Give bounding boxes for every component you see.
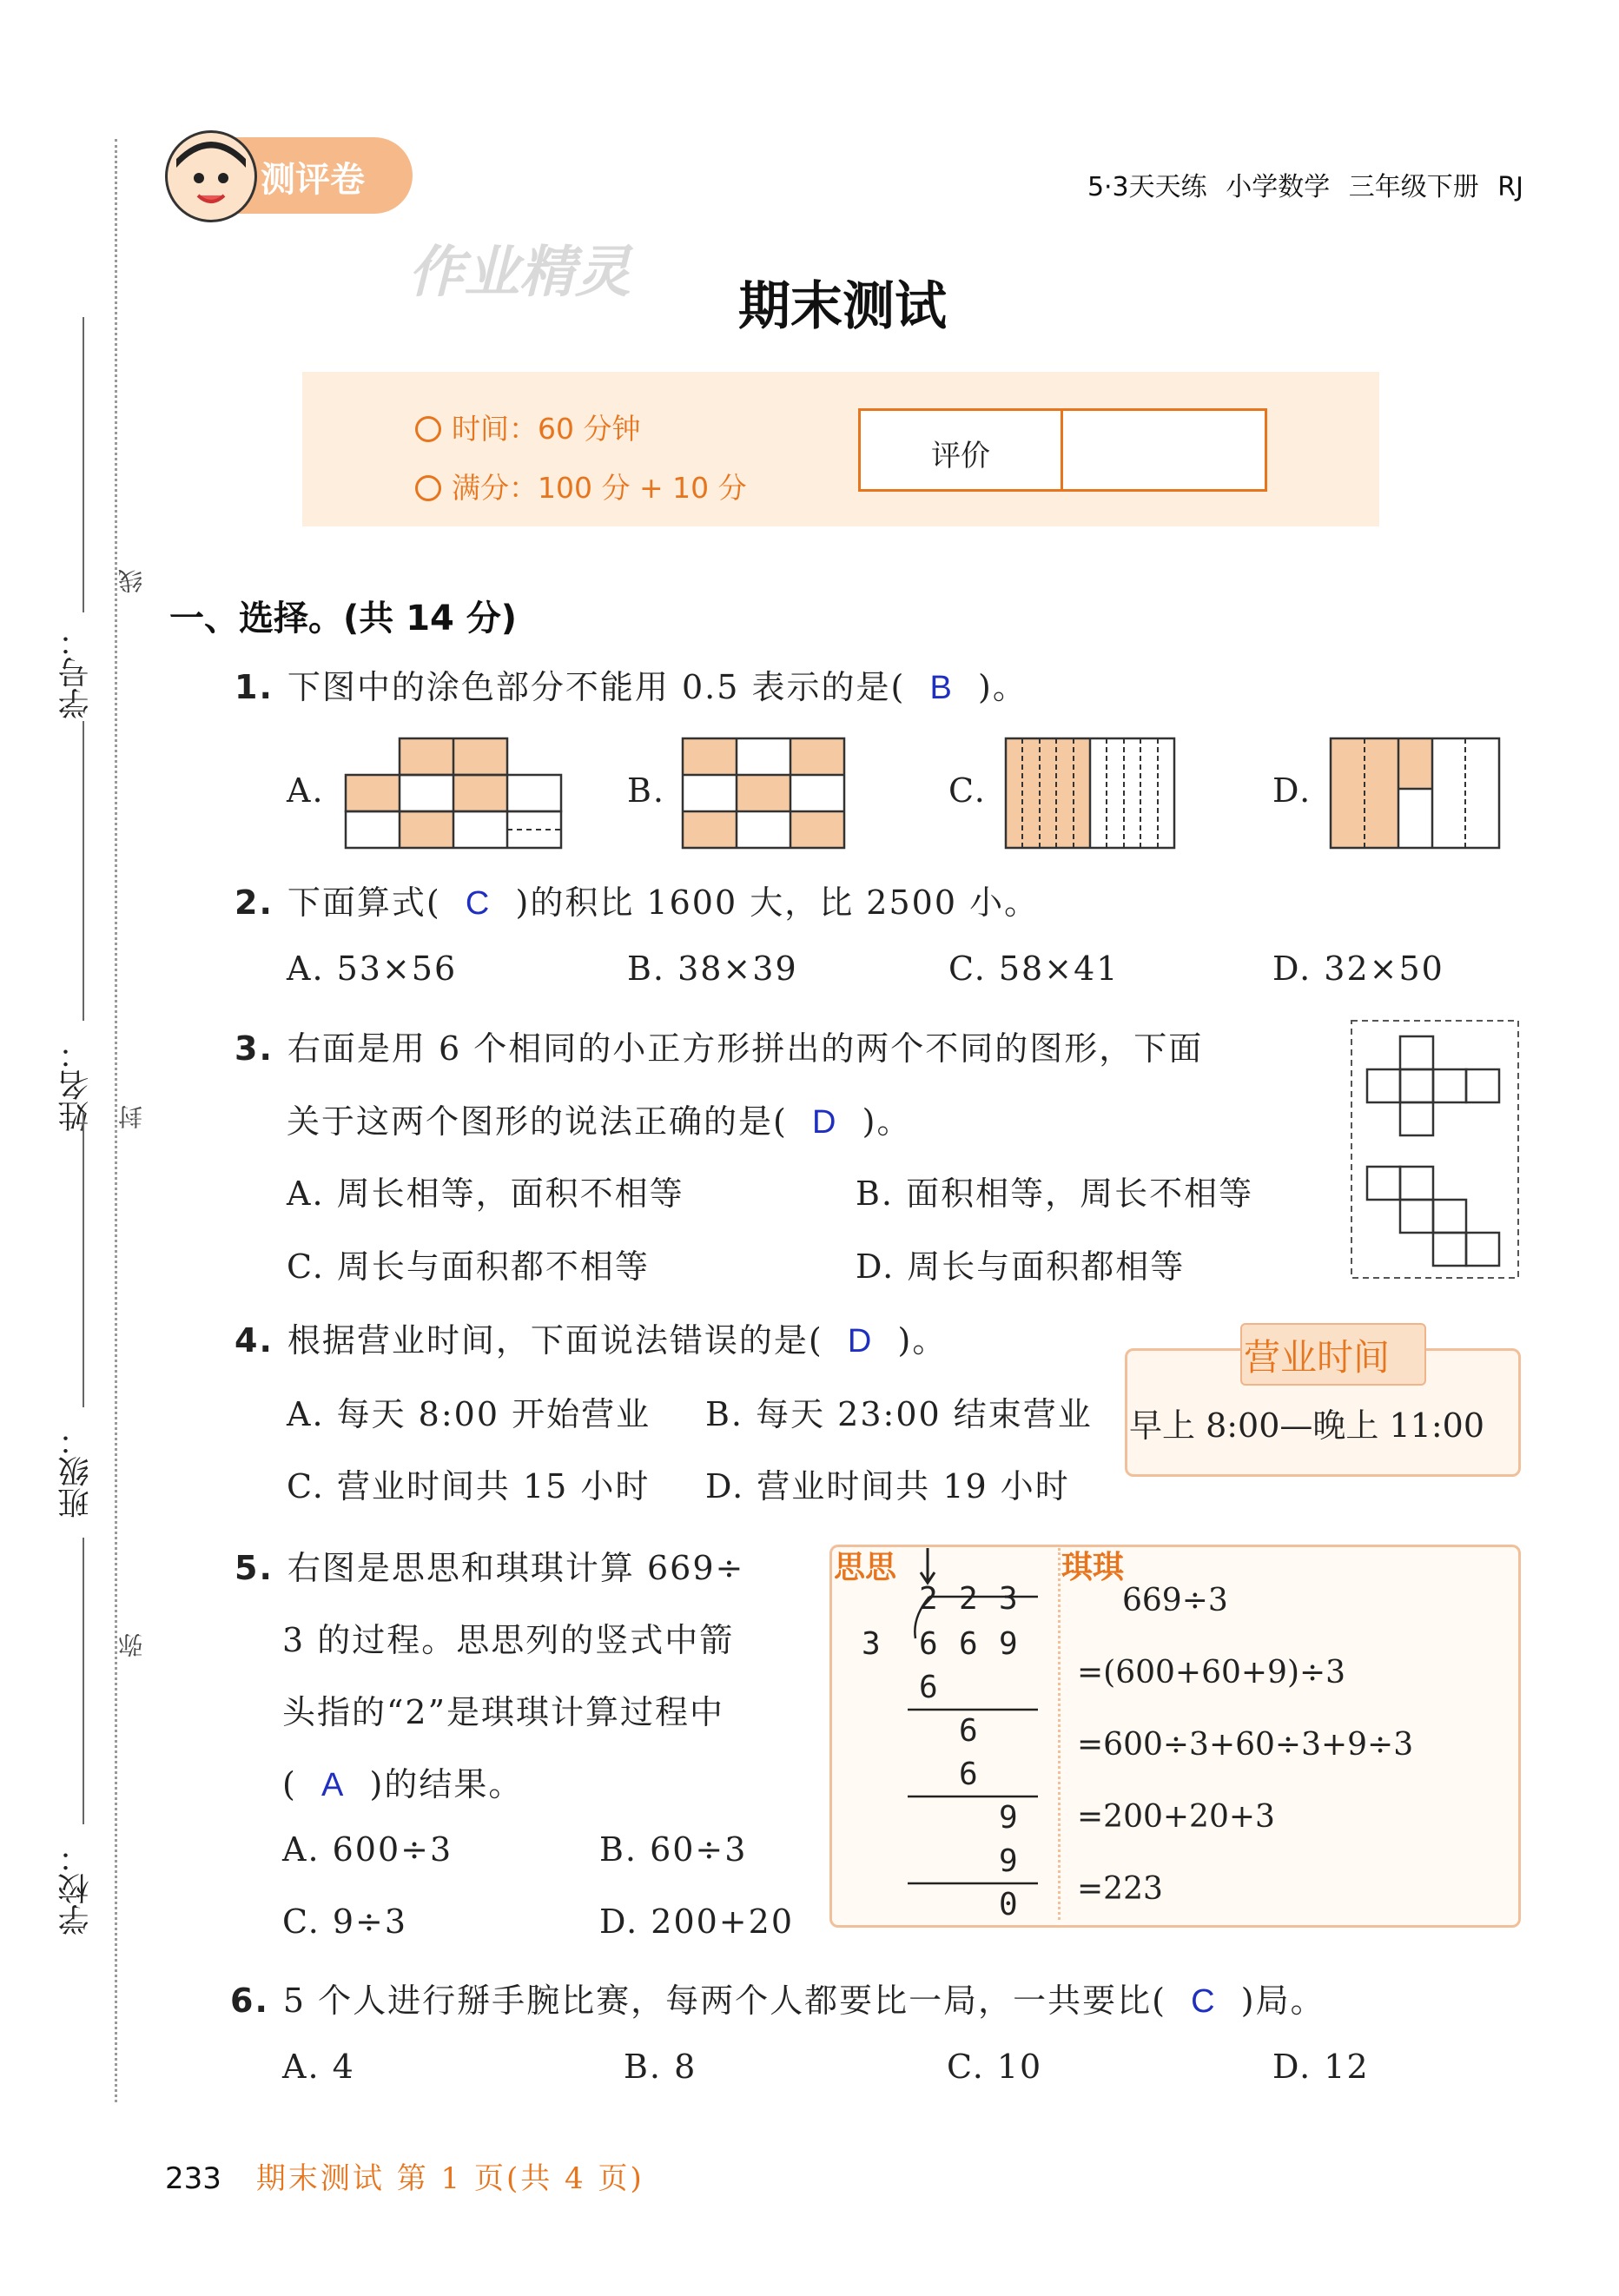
score-info <box>415 466 747 506</box>
question-number: 4. <box>235 1321 274 1360</box>
shape2-cell <box>1433 1200 1466 1233</box>
answer-mark[interactable]: A <box>321 1767 346 1803</box>
dividend-digit: 6 <box>959 1626 978 1662</box>
qiqi-step: 669÷3 <box>1122 1583 1228 1618</box>
q4-option-d[interactable]: D. 营业时间共 19 小时 <box>705 1467 1070 1505</box>
evaluation-box <box>858 408 1267 492</box>
quotient-digit: 2 <box>959 1581 978 1617</box>
page-title: 期末测试 <box>738 276 947 337</box>
shape2-cell <box>1367 1167 1400 1200</box>
shape1-cell <box>1400 1069 1433 1102</box>
shaded-cell <box>453 775 507 811</box>
question-text-end: )。 <box>897 1321 948 1360</box>
division-step: 6 <box>919 1670 938 1705</box>
business-hours-title: 营业时间 <box>1244 1336 1391 1379</box>
question-text: 右图是思思和琪琪计算 669÷ <box>287 1549 745 1587</box>
division-step: 6 <box>959 1713 978 1749</box>
seal-close-mark: 弥 <box>117 1633 146 1657</box>
question-5-line4 <box>282 1757 523 1805</box>
answer-mark[interactable]: C <box>465 885 492 922</box>
q3-option-c[interactable]: C. 周长与面积都不相等 <box>287 1247 650 1286</box>
shape1-cell <box>1466 1069 1499 1102</box>
shape1-cell <box>1400 1036 1433 1069</box>
question-text: 根据营业时间，下面说法错误的是( <box>287 1321 823 1360</box>
division-step: 0 <box>999 1887 1018 1922</box>
qiqi-label: 琪琪 <box>1061 1550 1125 1585</box>
question-3 <box>235 1022 1203 1069</box>
student-id-label: 学号： <box>58 625 94 719</box>
evaluation-divider <box>1061 411 1063 489</box>
answer-mark[interactable]: B <box>929 670 954 706</box>
q3-option-b[interactable]: B. 面积相等，周长不相等 <box>856 1174 1254 1213</box>
dividend-digit: 6 <box>919 1626 938 1662</box>
student-id-blank[interactable] <box>83 317 84 612</box>
shape1-cell <box>1367 1069 1400 1102</box>
school-label: 学校： <box>58 1842 94 1935</box>
shaded-cell <box>683 738 737 775</box>
grade-name: 三年级下册 <box>1348 172 1479 202</box>
shaded-cell <box>453 738 507 775</box>
check-circle-icon <box>415 475 441 501</box>
shaded-cell <box>790 811 844 848</box>
question-number: 1. <box>235 668 274 706</box>
clock-icon <box>415 416 441 442</box>
q2-option-c[interactable]: C. 58×41 <box>948 949 1120 988</box>
q6-option-c[interactable]: C. 10 <box>947 2048 1043 2086</box>
q2-option-d[interactable]: D. 32×50 <box>1272 949 1444 988</box>
question-text: 关于这两个图形的说法正确的是( <box>287 1102 788 1141</box>
q1-figure-d <box>1331 738 1499 848</box>
qiqi-step: =600÷3+60÷3+9÷3 <box>1077 1727 1414 1763</box>
q2-option-b[interactable]: B. 38×39 <box>627 949 798 988</box>
q3-option-a[interactable]: A. 周长相等，面积不相等 <box>287 1174 684 1213</box>
subject-name: 小学数学 <box>1226 172 1331 202</box>
question-text: 5 个人进行掰手腕比赛，每两个人都要比一局，一共要比( <box>282 1982 1166 2020</box>
q1-option-d[interactable]: D. <box>1272 771 1312 810</box>
question-2 <box>235 876 1039 923</box>
q1-figure-c <box>1006 738 1174 848</box>
question-number: 5. <box>235 1549 274 1587</box>
question-text-end: )局。 <box>1240 1982 1325 2020</box>
shape1-cell <box>1400 1102 1433 1135</box>
q2-option-a[interactable]: A. 53×56 <box>287 949 458 988</box>
qiqi-step: =200+20+3 <box>1077 1799 1275 1835</box>
series-name: 5·3天天练 <box>1087 172 1207 202</box>
calculation-divider <box>1058 1548 1061 1920</box>
school-blank[interactable] <box>83 1538 84 1824</box>
business-hours-text: 早上 8:00—晚上 11:00 <box>1129 1406 1485 1445</box>
q1-figure-b <box>683 738 844 848</box>
watermark-text: 作业精灵 <box>408 241 631 305</box>
answer-mark[interactable]: C <box>1191 1983 1217 2020</box>
question-number: 2. <box>235 883 274 922</box>
shape2-cell <box>1433 1233 1466 1266</box>
question-number: 6. <box>230 1982 269 2020</box>
seal-line-mark: 线 <box>117 569 146 593</box>
q1-option-c[interactable]: C. <box>948 771 987 810</box>
seal-seal-mark: 封 <box>117 1105 146 1129</box>
shaded-cell <box>400 811 453 848</box>
class-blank[interactable] <box>83 1112 84 1407</box>
score-text: 满分：100 分 + 10 分 <box>452 471 747 505</box>
question-number: 3. <box>235 1029 274 1068</box>
class-label: 班级： <box>58 1425 94 1519</box>
q1-option-b[interactable]: B. <box>627 771 666 810</box>
q1-figure-a <box>346 738 563 848</box>
question-4 <box>235 1313 947 1361</box>
shaded-region <box>1398 738 1432 789</box>
q3-option-d[interactable]: D. 周长与面积都相等 <box>856 1247 1186 1286</box>
cartoon-avatar-icon <box>165 130 257 222</box>
question-text-end: )的积比 1600 大，比 2500 小。 <box>515 883 1040 922</box>
name-label: 姓名： <box>58 1038 94 1132</box>
shaded-cell <box>400 738 453 775</box>
question-5-line3: 头指的“2”是琪琪计算过程中 <box>282 1693 725 1731</box>
page-footer <box>165 2154 644 2197</box>
shaded-cell <box>737 775 790 811</box>
shaded-region <box>1006 738 1090 848</box>
shape1-cell <box>1433 1069 1466 1102</box>
division-step: 9 <box>999 1843 1018 1879</box>
qiqi-step: =223 <box>1077 1871 1163 1907</box>
qiqi-step: =(600+60+9)÷3 <box>1077 1655 1346 1691</box>
page-number: 233 <box>165 2161 221 2196</box>
shape2-cell <box>1400 1167 1433 1200</box>
shaded-cell <box>683 811 737 848</box>
exam-info-box <box>302 372 1379 526</box>
shape2-cell <box>1466 1233 1499 1266</box>
answer-mark[interactable]: D <box>847 1323 874 1360</box>
question-text: ( <box>282 1765 297 1803</box>
q5-option-d[interactable]: D. 200+20 <box>599 1902 794 1941</box>
q5-option-a[interactable]: A. 600÷3 <box>282 1830 453 1869</box>
question-text: 下面算式( <box>287 883 441 922</box>
quotient-digit: 3 <box>999 1581 1018 1617</box>
book-info <box>1087 165 1523 203</box>
edition-name: RJ <box>1497 172 1523 202</box>
q5-option-b[interactable]: B. 60÷3 <box>599 1830 748 1869</box>
q4-option-a[interactable]: A. 每天 8:00 开始营业 <box>287 1395 651 1433</box>
q5-option-c[interactable]: C. 9÷3 <box>282 1902 408 1941</box>
q4-option-c[interactable]: C. 营业时间共 15 小时 <box>287 1467 651 1505</box>
division-step: 6 <box>959 1757 978 1792</box>
sisi-label: 思思 <box>834 1550 897 1585</box>
badge-label: 测评卷 <box>261 160 365 200</box>
quotient-digit: 2 <box>919 1581 938 1617</box>
division-step: 9 <box>999 1800 1018 1836</box>
arrow-icon <box>921 1548 935 1583</box>
question-3-line2 <box>287 1095 911 1142</box>
shaded-cell <box>346 775 400 811</box>
dividend-digit: 9 <box>999 1626 1018 1662</box>
q6-option-d[interactable]: D. 12 <box>1272 2048 1370 2086</box>
question-text: 下图中的涂色部分不能用 0.5 表示的是( <box>287 668 906 706</box>
q6-option-a[interactable]: A. 4 <box>282 2048 355 2086</box>
q3-shapes-figure <box>1351 1021 1518 1278</box>
time-text: 时间：60 分钟 <box>452 412 641 446</box>
answer-mark[interactable]: D <box>812 1104 838 1141</box>
question-5 <box>235 1541 744 1589</box>
q1-option-a[interactable]: A. <box>287 771 325 810</box>
q6-option-b[interactable]: B. 8 <box>624 2048 697 2086</box>
question-text-end: )。 <box>862 1102 912 1141</box>
question-5-line2: 3 的过程。思思列的竖式中箭 <box>282 1621 735 1659</box>
evaluation-label: 评价 <box>931 439 990 473</box>
question-1 <box>235 660 1028 708</box>
q4-option-b[interactable]: B. 每天 23:00 结束营业 <box>705 1395 1093 1433</box>
question-text-end: )。 <box>978 668 1028 706</box>
shape2-cell <box>1400 1200 1433 1233</box>
divisor: 3 <box>862 1626 881 1662</box>
footer-text: 期末测试 第 1 页(共 4 页) <box>255 2161 644 2196</box>
question-text: 右面是用 6 个相同的小正方形拼出的两个不同的图形，下面 <box>287 1029 1204 1068</box>
question-text-end: )的结果。 <box>369 1765 524 1803</box>
name-blank[interactable] <box>83 721 84 1021</box>
time-info <box>415 407 640 447</box>
section-title: 一、选择。(共 14 分) <box>169 599 518 639</box>
shaded-cell <box>790 738 844 775</box>
question-6 <box>230 1974 1325 2021</box>
